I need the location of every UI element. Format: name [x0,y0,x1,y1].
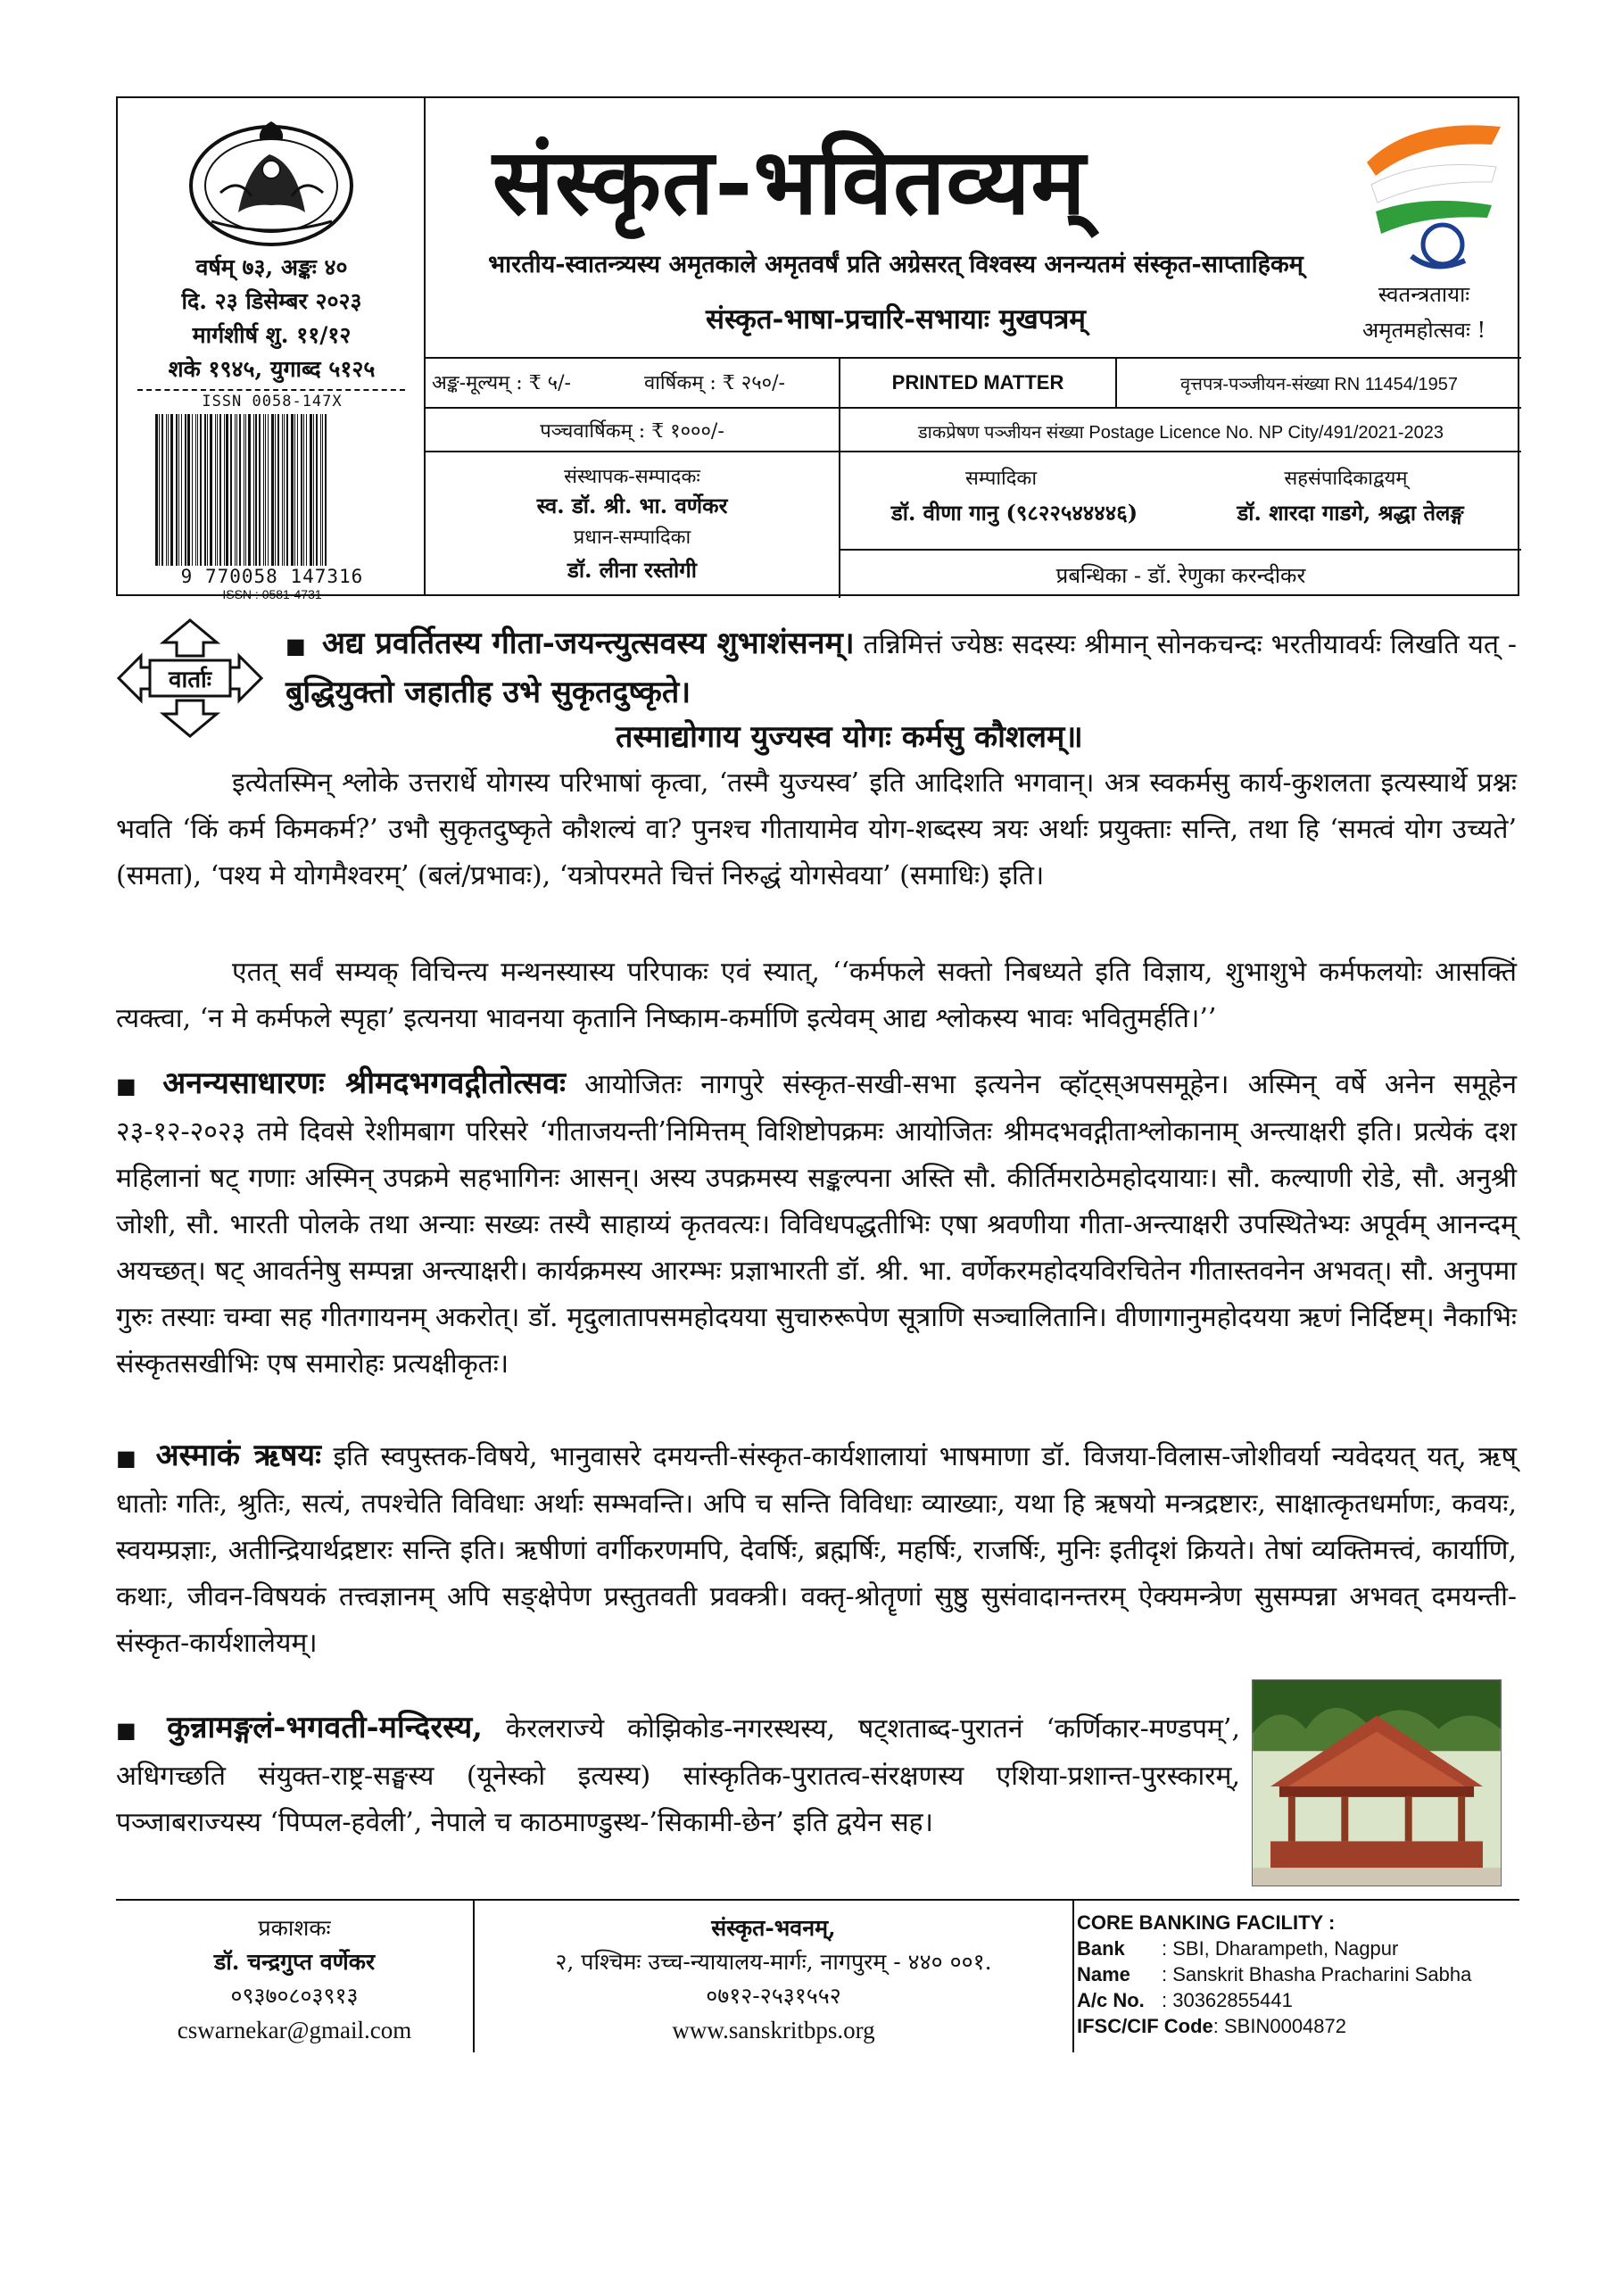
office-name: संस्कृत-भवनम्, [711,1915,836,1941]
barcode-number: 9 770058 147316 [180,566,364,587]
footer [116,1901,1519,2052]
gita-verse2: तस्माद्योगाय युज्यस्व योगः कर्मसु कौशलम्॥ [616,719,1083,755]
founder-label: संस्थापक-सम्पादकः [564,466,700,488]
postal-licence: डाकप्रेषण पञ्जीयन संख्या Postage Licence No. NP City/491/2021-2023 [917,423,1444,443]
gita-para2: एतत् सर्वं सम्यक् विचिन्त्य मन्थनस्यास्य परिपाकः एवं स्यात्, ‘‘कर्मफले सक्तो निबध्यते इति विज्ञाय, शुभाशुभे कर्मफलयोः आसक्तिं त्यक्त्वा, ‘न मे कर्मफले स्पृहा’ इत्यनया भावनया कृतानि निष्काम-कर्माणि इत्येवम् आद्य श्लोकस्य भावः भवितुमर्हति।’’ [116,957,1517,1034]
bank-row: Bank : SBI, Dharampeth, Nagpur [1077,1937,1399,1960]
gita-intro: तन्निमित्तं ज्येष्ठः सदस्यः श्रीमान् सोनकचन्दः भरतीयावर्यः लिखति यत् - [854,629,1517,660]
utsav-body: आयोजितः नागपुरे संस्कृत-सखी-सभा इत्यनेन व्हॉट्स्अपसमूहेन। अस्मिन् वर्षे अनेन समूहेन २३-१२-२०२३ तमे दिवसे रेशीमबाग परिसरे ‘गीताजयन्ती’निमित्तम् विशिष्टोपक्रमः आयोजितः श्रीमदभवद्गीताश्लोकानाम् अन्त्याक्षरी इति। प्रत्येकं दश महिलानां षट् गणाः अस्मिन् उपक्रमे सहभागिनः आसन्। अस्य उपक्रमस्य सङ्कल्पना अस्ति सौ. कीर्तिमराठेमहोदयायाः। सौ. कल्याणी रोडे, सौ. अनुश्री जोशी, सौ. भारती पोलके तथा अन्याः सख्यः तस्यै साहाय्यं कृतवत्यः। विविधपद्धतीभिः एषा श्रवणीया गीता-अन्त्याक्षरी उपस्थितेभ्यः अपूर्वम् आनन्दम् अयच्छत्। षट् आवर्तनेषु सम्पन्ना अन्त्याक्षरी। कार्यक्रमस्य आरम्भः प्रज्ञाभारती डॉ. श्री. भा. वर्णेकरमहोदयविरचितेन गीतास्तवनेन अभवत्। सौ. अनुपमा गुरुः तस्याः चम्वा सह गीतगायनम् अकरोत्। डॉ. मृदुलातापसमहोदयया सुचारुरूपेण सूत्राणि सञ्चालितानि। वीणागानुमहोदयया ऋणं निर्दिष्टम्। नैकाभिः संस्कृतसखीभिः एष समारोहः प्रत्यक्षीकृतः। [116,1069,1517,1380]
utsav-heading: अनन्यसाधारणः श्रीमदभगवद्गीतोत्सवः [162,1065,566,1101]
publisher-block [116,1901,473,2052]
newspaper-subtitle: भारतीय-स्वातन्त्र्यस्य अमृतकाले अमृतवर्षं प्रति अग्रेसरत् विश्वस्य अनन्यतमं संस्कृत-साप्ताहिकम् [488,251,1303,278]
article-gita-heading [286,620,1517,717]
barcode-block [143,393,401,601]
azadi-flag-logo-icon [1349,109,1510,278]
bank-details [1077,1910,1471,2039]
newspaper-title: संस्कृत-भवितव्यम् [492,128,1087,236]
barcode [155,414,389,566]
article-mandir [116,1704,1240,1846]
publisher-label: प्रकाशकः [258,1915,331,1941]
price-annual: वार्षिकम् : ₹ २५०/- [644,372,785,394]
editor-name: डॉ. वीणा गानु (९८२२५४४४४६) [890,500,1138,526]
azadi-line2: अमृतमहोत्सवः ! [1361,318,1486,343]
mouthpiece-line: संस्कृत-भाषा-प्रचारि-सभायाः मुखपत्रम् [706,303,1086,336]
temple-mandapam-photo [1252,1679,1502,1886]
azadi-line1: स्वतन्त्रतायाः [1378,282,1470,307]
publisher-name: डॉ. चन्द्रगुप्त वर्णेकर [213,1949,376,1975]
issn-top: ISSN 0058-147X [202,393,343,410]
gita-heading: अद्य प्रवर्तितस्य गीता-जयन्त्युत्सवस्य शुभाशंसनम्। [322,626,855,661]
ifsc-row: IFSC/CIF Code: SBIN0004872 [1077,2015,1347,2037]
article-utsav [116,1060,1517,1388]
vartah-label: वार्ताः [169,667,211,693]
bullet-icon: ■ [116,1718,152,1743]
rishi-heading: अस्माकं ऋषयः [155,1438,322,1473]
price-five-year: पञ्चवार्षिकम् : ₹ १०००/- [540,420,724,443]
publisher-phone: ०९३७०८०३९१३ [230,1983,359,2009]
masthead [116,96,1519,601]
office-address: २, पश्चिमः उच्च-न्यायालय-मार्गः, नागपुरम् - ४४० ००१. [555,1949,992,1975]
price-issue: अङ्क-मूल्यम् : ₹ ५/- [432,372,571,394]
coeditors-names: डॉ. शारदा गाडगे, श्रद्धा तेलङ्ग [1237,500,1464,526]
chief-editor-label: प्रधान-सम्पादिका [573,526,691,549]
azadi-caption [1327,277,1521,348]
issue-shaka: शके १९४५, युगाब्द ५१२५ [168,356,376,382]
vartah-badge-icon [114,616,266,741]
bullet-icon: ■ [116,1446,140,1471]
gita-verse1: बुद्धियुक्तो जहातीह उभे सुकृतदुष्कृते। [286,675,691,710]
coeditors-label: सहसंपादिकाद्वयम् [1284,468,1408,490]
issue-tithi: मार्गशीर्ष शु. ११/१२ [192,322,352,348]
chief-editor-name: डॉ. लीना रस्तोगी [567,557,697,583]
rishi-body: इति स्वपुस्तक-विषये, भानुवासरे दमयन्ती-संस्कृत-कार्यशालायां भाषमाणा डॉ. विजया-विलास-जोशीवर्या न्यवेदयत् यत्, ऋष् धातोः गतिः, श्रुतिः, सत्यं, तपश्चेति विविधाः अर्थाः सम्भवन्ति। अपि च सन्ति विविधाः व्याख्याः, यथा हि ऋषयो मन्त्रद्रष्टारः, साक्षात्कृतधर्माणः, कवयः, स्वयम्प्रज्ञाः, अतीन्द्रियार्थद्रष्टारः सन्ति इति। ऋषीणां वर्गीकरणमपि, देवर्षिः, ब्रह्मर्षिः, महर्षिः, राजर्षिः, मुनिः इतीदृशं क्रियते। तेषां व्यक्तिमत्त्वं, कार्याणि, कथाः, जीवन-विषयकं तत्त्वज्ञानम् अपि सङ्क्षेपेण प्रस्तुतवती प्रवक्त्री। वक्तृ-श्रोतॄणां सुष्ठु सुसंवादानन्तरम् ऐक्यमन्त्रेण सुसम्पन्ना अभवत् दमयन्ती-संस्कृत-कार्यशालेयम्। [116,1441,1517,1659]
manager-line: प्रबन्धिका - डॉ. रेणुका करन्दीकर [1055,563,1306,588]
article-rishi [116,1432,1517,1667]
newspaper-registration: वृत्तपत्र-पञ्जीयन-संख्या RN 11454/1957 [1180,375,1458,394]
issue-date: दि. २३ डिसेम्बर २०२३ [181,288,362,314]
account-number-row: A/c No. : 30362855441 [1077,1989,1293,2011]
editor-label: सम्पादिका [964,468,1038,490]
issn-bottom: ISSN : 0581-4731 [222,587,322,601]
sabha-emblem-icon [185,114,359,248]
gita-para1: इत्येतस्मिन् श्लोके उत्तरार्धे योगस्य परिभाषां कृत्वा, ‘तस्मै युज्यस्व’ इति आदिशति भगवान्। अत्र स्वकर्मसु कार्य-कुशलता इत्यस्यार्थे प्रश्नः भवति ‘किं कर्म किमकर्म?’ उभौ सुकृतदुष्कृते कौशल्यं वा? पुनश्च गीतायामेव योग-शब्दस्य त्रयः अर्थाः प्रयुक्ताः सन्ति, तथा हि ‘समत्वं योग उच्यते’ (समता), ‘पश्य मे योगमैश्वरम्’ (बलं/प्रभावः), ‘यत्रोपरमते चित्तं निरुद्धं योगसेवया’ (समाधिः) इति। [116,767,1517,891]
office-block [475,1901,1072,2052]
bank-title: CORE BANKING FACILITY : [1077,1911,1336,1934]
issue-info-column [118,98,426,601]
bullet-icon: ■ [286,634,307,659]
printed-matter: PRINTED MATTER [891,371,1064,394]
publisher-email: cswarnekar@gmail.com [177,2017,412,2043]
office-website[interactable]: www.sanskritbps.org [672,2017,875,2043]
mandir-heading: कुन्नामङ्गलं-भगवती-मन्दिरस्य, [167,1710,484,1745]
volume-issue: वर्षम् ७३, अङ्कः ४० [195,254,348,280]
founder-name: स्व. डॉ. श्री. भा. वर्णेकर [536,493,728,518]
bullet-icon: ■ [116,1073,147,1098]
account-name-row: Name : Sanskrit Bhasha Pracharini Sabha [1077,1963,1472,1985]
mandir-body: केरलराज्ये कोझिकोड-नगरस्थस्य, षट्शताब्द-पुरातनं ‘कर्णिकार-मण्डपम्’, अधिगच्छति संयुक्त-राष्ट्र-सङ्घस्य (यूनेस्को इत्यस्य) सांस्कृतिक-पुरातत्व-संरक्षणस्य एशिया-प्रशान्त-पुरस्कारम्, पञ्जाबराज्यस्य ‘पिप्पल-हवेली’, नेपाले च काठमाण्डुस्थ-’सिकामी-छेन’ इति द्वयेन सह। [116,1713,1240,1838]
office-phone: ०७१२-२५३१५५२ [706,1983,841,2009]
